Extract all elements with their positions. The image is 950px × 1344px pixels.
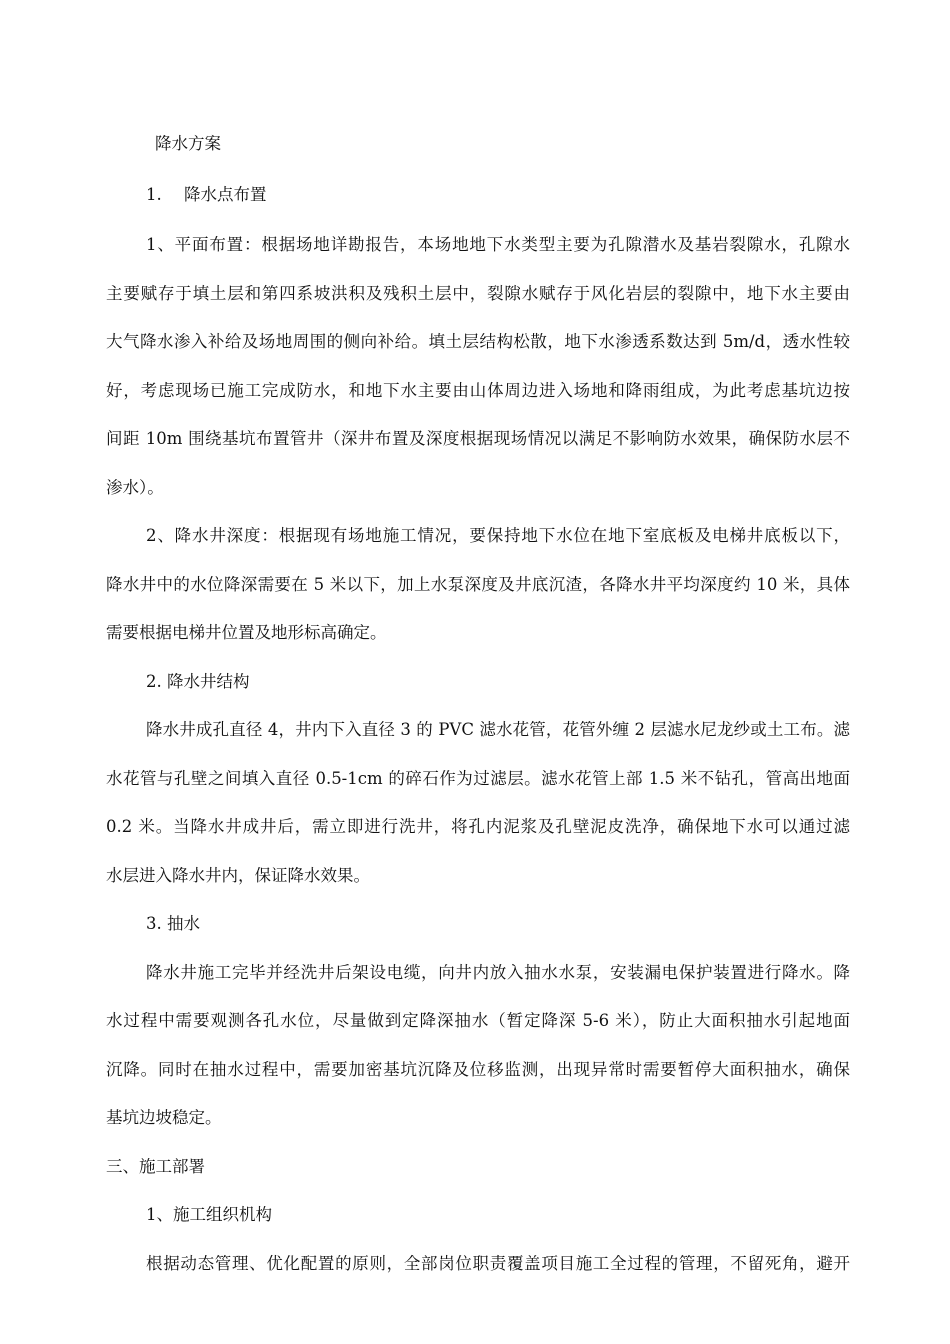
paragraph-line: 1、平面布置：根据场地详勘报告，本场地地下水类型主要为孔隙潜水及基岩裂隙水，孔隙水 — [146, 235, 850, 254]
paragraph-line: 需要根据电梯井位置及地形标高确定。 — [106, 623, 387, 642]
paragraph-line: 水花管与孔壁之间填入直径 0.5-1cm 的碎石作为过滤层。滤水花管上部 1.5 米不钻孔，管高出地面 — [106, 769, 850, 788]
paragraph-line: 好，考虑现场已施工完成防水，和地下水主要由山体周边进入场地和降雨组成，为此考虑基坑边按 — [106, 381, 850, 400]
section-heading-1-text: 降水点布置 — [184, 185, 267, 204]
paragraph-line: 2、降水井深度：根据现有场地施工情况，要保持地下水位在地下室底板及电梯井底板以下， — [146, 526, 850, 545]
chapter-heading-3: 三、施工部署 — [106, 1157, 205, 1176]
paragraph-line: 沉降。同时在抽水过程中，需要加密基坑沉降及位移监测，出现异常时需要暂停大面积抽水，确保 — [106, 1060, 850, 1079]
paragraph-line: 基坑边坡稳定。 — [106, 1108, 222, 1127]
section-heading-1 — [146, 183, 890, 207]
section-heading-2: 2. 降水井结构 — [146, 672, 250, 691]
paragraph-line: 渗水）。 — [106, 478, 164, 497]
paragraph-line: 水过程中需要观测各孔水位，尽量做到定降深抽水（暂定降深 5-6 米），防止大面积抽水引起地面 — [106, 1011, 850, 1030]
section-heading-3: 3. 抽水 — [146, 914, 200, 933]
paragraph-line: 0.2 米。当降水井成井后，需立即进行洗井，将孔内泥浆及孔壁泥皮洗净，确保地下水可以通过滤 — [106, 817, 850, 836]
section-heading-1-number: 1. — [146, 185, 162, 204]
paragraph-line: 根据动态管理、优化配置的原则，全部岗位职责覆盖项目施工全过程的管理，不留死角，避开 — [146, 1254, 850, 1273]
subsection-heading-1: 1、施工组织机构 — [146, 1205, 272, 1224]
doc-title: 降水方案 — [155, 134, 221, 153]
paragraph-line: 水层进入降水井内，保证降水效果。 — [106, 866, 370, 885]
paragraph-line: 大气降水渗入补给及场地周围的侧向补给。填土层结构松散，地下水渗透系数达到 5m/d，透水性较 — [106, 332, 850, 351]
paragraph-line: 降水井成孔直径 4，井内下入直径 3 的 PVC 滤水花管，花管外缠 2 层滤水尼龙纱或土工布。滤 — [146, 720, 850, 739]
paragraph-line: 降水井中的水位降深需要在 5 米以下，加上水泵深度及井底沉渣，各降水井平均深度约 10 米，具体 — [106, 575, 850, 594]
paragraph-line: 主要赋存于填土层和第四系坡洪积及残积土层中，裂隙水赋存于风化岩层的裂隙中，地下水主要由 — [106, 284, 850, 303]
paragraph-line: 间距 10m 围绕基坑布置管井（深井布置及深度根据现场情况以满足不影响防水效果，确保防水层不 — [106, 429, 850, 448]
paragraph-line: 降水井施工完毕并经洗井后架设电缆，向井内放入抽水水泵，安装漏电保护装置进行降水。降 — [146, 963, 850, 982]
